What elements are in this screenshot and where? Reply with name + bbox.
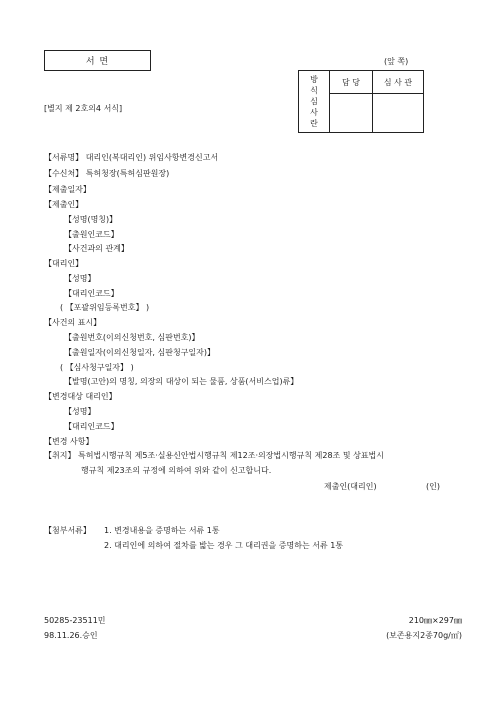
review-table (298, 70, 424, 133)
review-col-officer: 담 당 (330, 71, 373, 94)
field-exam-request-date: ( 【심사청구일자】 ) (60, 363, 134, 372)
attachments-label: 【첨부서류】 (44, 526, 91, 535)
review-side-char: 란 (310, 119, 318, 128)
field-document-name: 【서류명】 대리인(복대리인) 위임사항변경신고서 (44, 153, 219, 162)
review-side-char: 방 (310, 75, 318, 84)
review-side-char: 식 (310, 86, 318, 95)
field-target-agent-code: 【대리인코드】 (64, 422, 119, 431)
review-side-char: 심 (310, 97, 318, 106)
form-number: [별지 제 2호의4 서식] (44, 104, 123, 113)
field-submission-date: 【제출일자】 (44, 185, 91, 194)
field-recipient: 【수신처】 특허청장(특허심판원장) (44, 169, 170, 178)
field-target-agent-name: 【성명】 (64, 407, 96, 416)
field-agent-code: 【대리인코드】 (64, 289, 119, 298)
field-agent: 【대리인】 (44, 259, 84, 268)
form-title (44, 50, 151, 71)
review-side-char: 사 (310, 108, 318, 117)
field-case-relation: 【사건과의 관계】 (64, 244, 129, 253)
field-invention-title: 【발명(고안)의 명칭, 의장의 대상이 되는 물품, 상품(서비스업)류】 (64, 377, 299, 386)
field-applicant: 【제출인】 (44, 200, 84, 209)
review-side-label (299, 71, 330, 133)
field-power-registration: ( 【포괄위임등록번호】 ) (60, 303, 150, 312)
field-application-number: 【출원번호(이의신청번호, 심판번호)】 (64, 333, 200, 342)
seal-mark: (인) (426, 482, 440, 491)
form-title-text: 서 면 (85, 57, 110, 67)
field-case-indication: 【사건의 표시】 (44, 318, 102, 327)
examiner-stamp-cell (373, 94, 424, 133)
review-col-examiner: 심 사 관 (373, 71, 424, 94)
attachment-item: 1. 변경내용을 증명하는 서류 1통 (104, 526, 220, 535)
field-target-agent: 【변경대상 대리인】 (44, 392, 117, 401)
field-change-details: 【변경 사항】 (44, 437, 94, 446)
purpose-line-2: 행규칙 제23조의 규정에 의하여 위와 같이 신고합니다. (81, 466, 272, 475)
footer-paper-type: (보존용지2종70g/㎡) (386, 631, 462, 640)
front-side-label: (앞 쪽) (384, 57, 409, 66)
footer-paper-size: 210㎜×297㎜ (408, 616, 462, 625)
officer-stamp-cell (330, 94, 373, 133)
field-agent-name: 【성명】 (64, 274, 96, 283)
attachment-item: 2. 대리인에 의하여 절차를 밟는 경우 그 대리권을 증명하는 서류 1통 (104, 541, 344, 550)
footer-approval: 98.11.26.승인 (44, 631, 98, 640)
field-applicant-code: 【출원인코드】 (64, 230, 119, 239)
signature-label: 제출인(대리인) (324, 482, 377, 491)
field-applicant-name: 【성명(명칭)】 (64, 215, 118, 224)
footer-code: 50285-23511민 (44, 616, 106, 625)
purpose-line-1: 【취지】 특허법시행규칙 제5조·실용신안법시행규칙 제12조·의장법시행규칙 제28조 및 상표법시 (44, 451, 384, 460)
field-application-date: 【출원일자(이의신청일자, 심판청구일자)】 (64, 348, 215, 357)
